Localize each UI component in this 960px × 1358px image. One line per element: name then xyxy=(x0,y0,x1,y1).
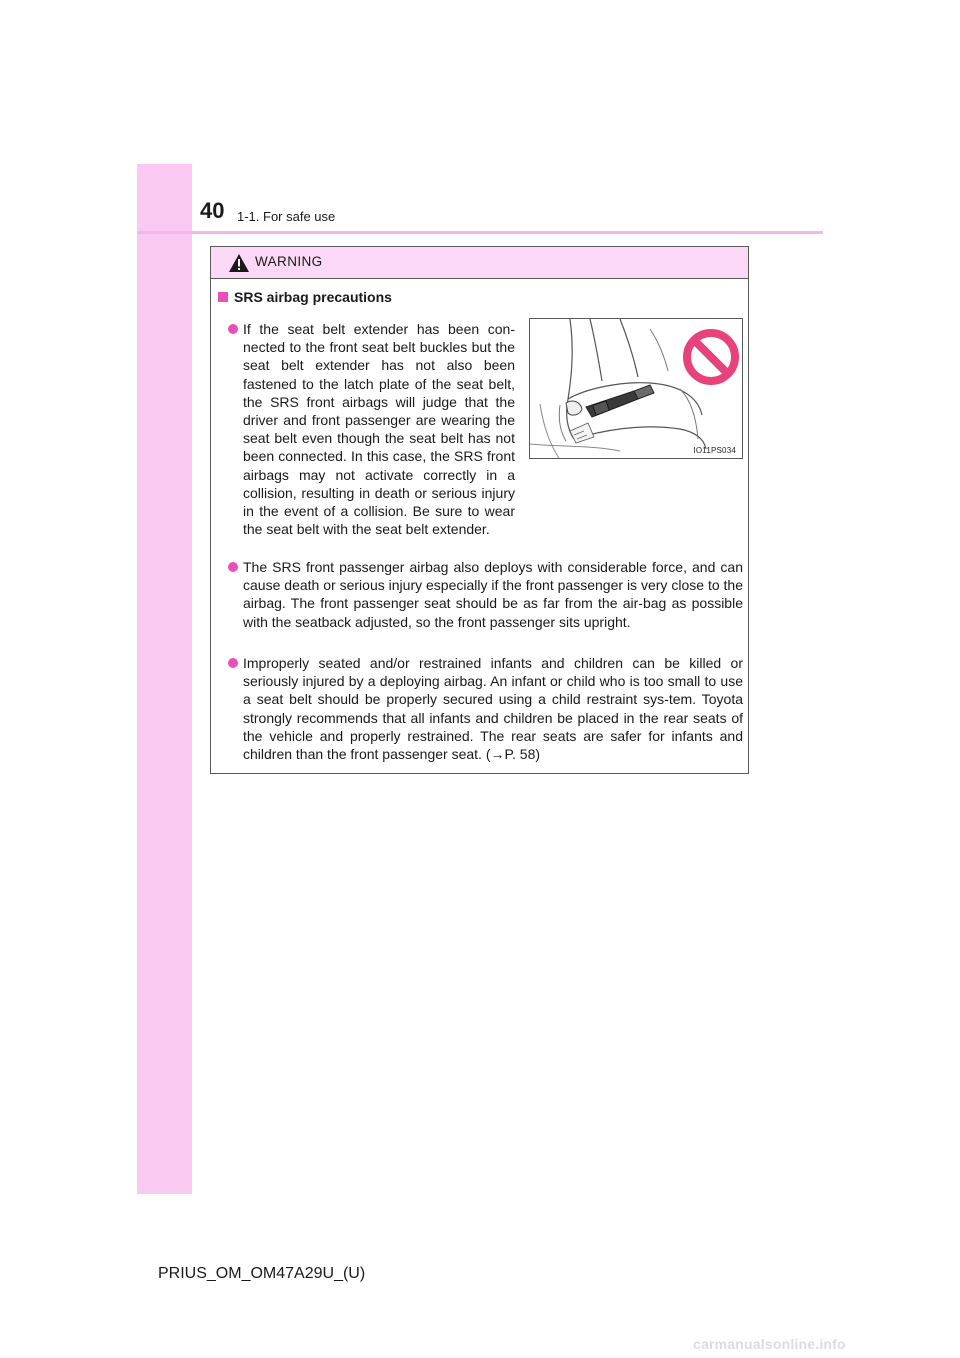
section-heading-text: SRS airbag precautions xyxy=(234,289,392,305)
bullet-text: Improperly seated and/or restrained infants and children can be killed or seriously injured by a deploying airbag. An infant or child who is too small to use a seat belt should be properly secured using a child restraint sys-tem. Toyota strongly recommends that all infants and children be placed in the rear seats of the vehicle and properly restrained. The rear seats are safer for infants and children than the front passenger seat. (→P. 58) xyxy=(243,655,743,763)
warning-triangle-icon xyxy=(228,253,250,273)
bullet-text: The SRS front passenger airbag also deploys with considerable force, and can cause death or serious injury especially if the front passenger is very close to the airbag. The front passenger seat should be as far from the air-bag as possible with the seatback adjusted, so the front passenger sits upright. xyxy=(243,559,743,630)
section-heading xyxy=(218,289,392,305)
seat-belt-drawing xyxy=(530,319,743,459)
warning-label: WARNING xyxy=(255,254,323,269)
bullet-dot-icon xyxy=(228,324,238,334)
page-number: 40 xyxy=(200,198,225,223)
bullet-dot-icon xyxy=(228,658,238,668)
bullet-item xyxy=(243,558,743,631)
header-divider xyxy=(137,231,823,234)
bullet-text: If the seat belt extender has been con-nected to the front seat belt buckles but the seat belt extender has not also been fastened to the latch plate of the seat belt, the SRS front airbags will judge that the driver and front passenger are wearing the seat belt even though the seat belt has not been connected. In this case, the SRS front airbags may not activate correctly in a collision, resulting in death or serious injury in the event of a collision. Be sure to wear the seat belt with the seat belt extender. xyxy=(243,321,515,538)
site-watermark: carmanualsonline.info xyxy=(693,1336,846,1352)
prohibition-icon xyxy=(687,333,735,381)
seat-belt-illustration xyxy=(529,318,743,459)
document-code: PRIUS_OM_OM47A29U_(U) xyxy=(158,1265,366,1282)
square-bullet-icon xyxy=(218,292,228,302)
warning-header xyxy=(211,247,748,279)
section-title: 1-1. For safe use xyxy=(237,209,336,224)
bullet-item xyxy=(243,654,743,763)
warning-box xyxy=(210,246,749,774)
bullet-item xyxy=(243,320,515,538)
side-tab-band xyxy=(137,164,192,1194)
bullet-dot-icon xyxy=(228,562,238,572)
figure-code: IO11PS034 xyxy=(693,446,736,455)
